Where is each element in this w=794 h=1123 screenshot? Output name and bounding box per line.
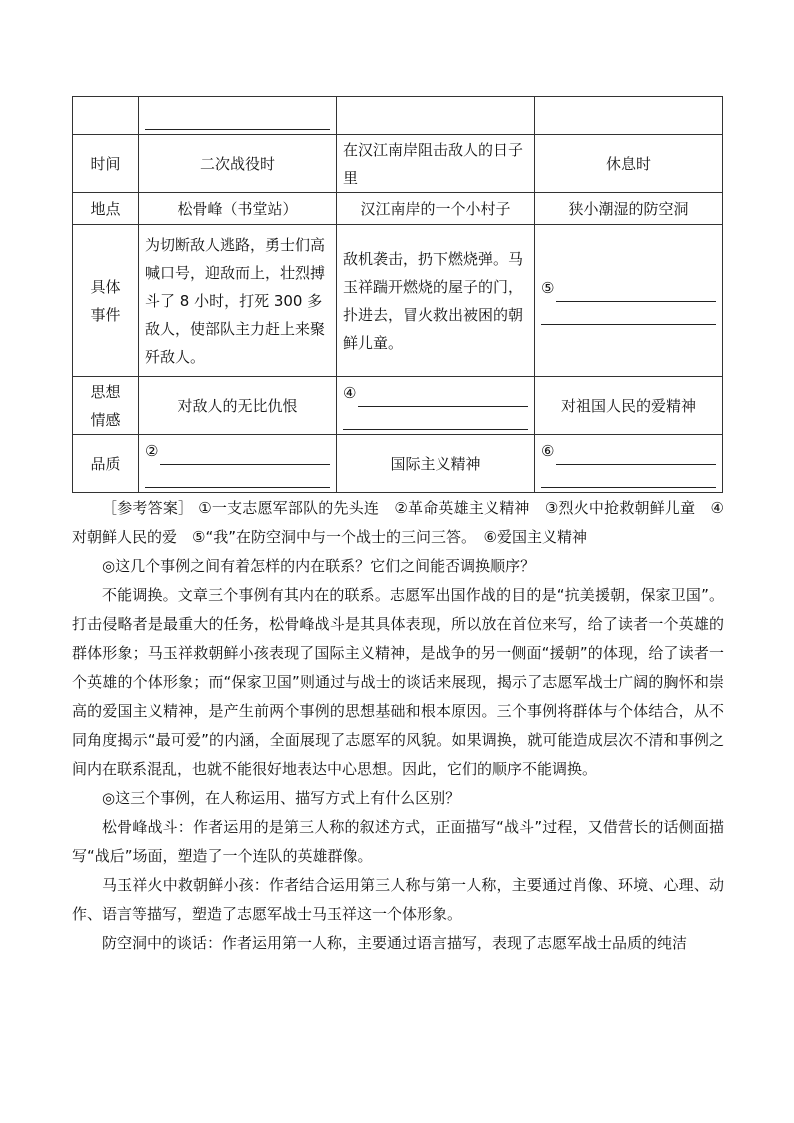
blank-5-line <box>556 283 716 302</box>
blank-4-line <box>358 388 528 407</box>
question-1: ◎这几个事例之间有着怎样的内在联系？它们之间能否调换顺序？ <box>102 557 536 575</box>
header-row <box>73 97 723 135</box>
blank-2 <box>145 437 330 465</box>
quality-c3 <box>535 435 723 493</box>
blank-5-line2 <box>541 306 716 325</box>
header-blank-line <box>145 111 330 130</box>
blank-2-line <box>160 446 330 465</box>
feeling-c1: 对敌人的无比仇恨 <box>139 377 337 435</box>
header-blank-cell <box>139 97 337 135</box>
summary-table-wrapper <box>72 96 722 493</box>
place-label: 地点 <box>73 193 139 225</box>
place-row <box>73 193 723 225</box>
time-c2: 在汉江南岸阻击敌人的日子里 <box>337 135 535 193</box>
question-2: ◎这三个事例，在人称运用、描写方式上有什么区别？ <box>102 789 461 807</box>
time-label: 时间 <box>73 135 139 193</box>
answer-paragraph: ［参考答案］ ①一支志愿军部队的先头连 ②革命英雄主义精神 ③烈火中抢救朝鲜儿童 ④对朝鲜人民的爱 ⑤“我”在防空洞中与一个战士的三问三答。 ⑥爱国主义精神 <box>72 499 724 546</box>
answer-4: 防空洞中的谈话：作者运用第一人称，主要通过语言描写，表现了志愿军战士品质的纯洁 <box>102 934 688 952</box>
answer-3: 马玉祥火中救朝鲜小孩：作者结合运用第三人称与第一人称，主要通过肖像、环境、心理、动作、语言等描写，塑造了志愿军战士马玉祥这一个体形象。 <box>72 876 724 923</box>
event-c2: 敌机袭击，扔下燃烧弹。马玉祥踹开燃烧的屋子的门，扑进去，冒火救出被困的朝鲜儿童。 <box>337 225 535 377</box>
answer-1: 不能调换。文章三个事例有其内在的联系。志愿军出国作战的目的是“抗美援朝，保家卫国”。打击侵略者是最重大的任务，松骨峰战斗是其具体表现，所以放在首位来写，给了读者一个英雄的群体形象；马玉祥救朝鲜小孩表现了国际主义精神，是战争的另一侧面“援朝”的体现，给了读者一个英雄的个体形象；而“保家卫国”则通过与战士的谈话来展现，揭示了志愿军战士广阔的胸怀和崇高的爱国主义精神，是产生前两个事例的思想基础和根本原因。三个事例将群体与个体结合，从不同角度揭示“最可爱”的内涵，全面展现了志愿军的风貌。如果调换，就可能造成层次不清和事例之间内在联系混乱，也就不能很好地表达中心思想。因此，它们的顺序不能调换。 <box>72 586 724 778</box>
blank-6-line <box>556 446 716 465</box>
blank-4 <box>343 379 528 407</box>
time-row <box>73 135 723 193</box>
place-c1: 松骨峰（书堂站） <box>139 193 337 225</box>
blank-6-line2 <box>541 469 716 488</box>
place-c2: 汉江南岸的一个小村子 <box>337 193 535 225</box>
blank-2-number: ② <box>145 442 159 460</box>
blank-4-line2 <box>343 411 528 430</box>
blank-4-number: ④ <box>343 384 357 402</box>
header-cell-3 <box>535 97 723 135</box>
header-cell-2 <box>337 97 535 135</box>
feeling-c3: 对祖国人民的爱精神 <box>535 377 723 435</box>
answer-2: 松骨峰战斗：作者运用的是第三人称的叙述方式，正面描写“战斗”过程，又借营长的话侧面描写“战后”场面，塑造了一个连队的英雄群像。 <box>72 818 724 865</box>
quality-label: 品质 <box>73 435 139 493</box>
header-cell-0 <box>73 97 139 135</box>
time-c1: 二次战役时 <box>139 135 337 193</box>
place-c3: 狭小潮湿的防空洞 <box>535 193 723 225</box>
quality-row <box>73 435 723 493</box>
body-text <box>72 494 724 958</box>
event-c3 <box>535 225 723 377</box>
blank-6-number: ⑥ <box>541 442 555 460</box>
event-c1: 为切断敌人逃路，勇士们高喊口号，迎敌而上，壮烈搏斗了 8 小时，打死 300 多敌人，使部队主力赶上来聚歼敌人。 <box>139 225 337 377</box>
summary-table <box>72 96 723 493</box>
quality-c1 <box>139 435 337 493</box>
event-row <box>73 225 723 377</box>
feeling-row <box>73 377 723 435</box>
time-c3: 休息时 <box>535 135 723 193</box>
quality-c2: 国际主义精神 <box>337 435 535 493</box>
blank-5-number: ⑤ <box>541 279 555 297</box>
blank-2-line2 <box>145 469 330 488</box>
blank-5 <box>541 274 716 302</box>
feeling-label: 思想情感 <box>73 377 139 435</box>
feeling-c2 <box>337 377 535 435</box>
blank-6 <box>541 437 716 465</box>
event-label: 具体事件 <box>73 225 139 377</box>
